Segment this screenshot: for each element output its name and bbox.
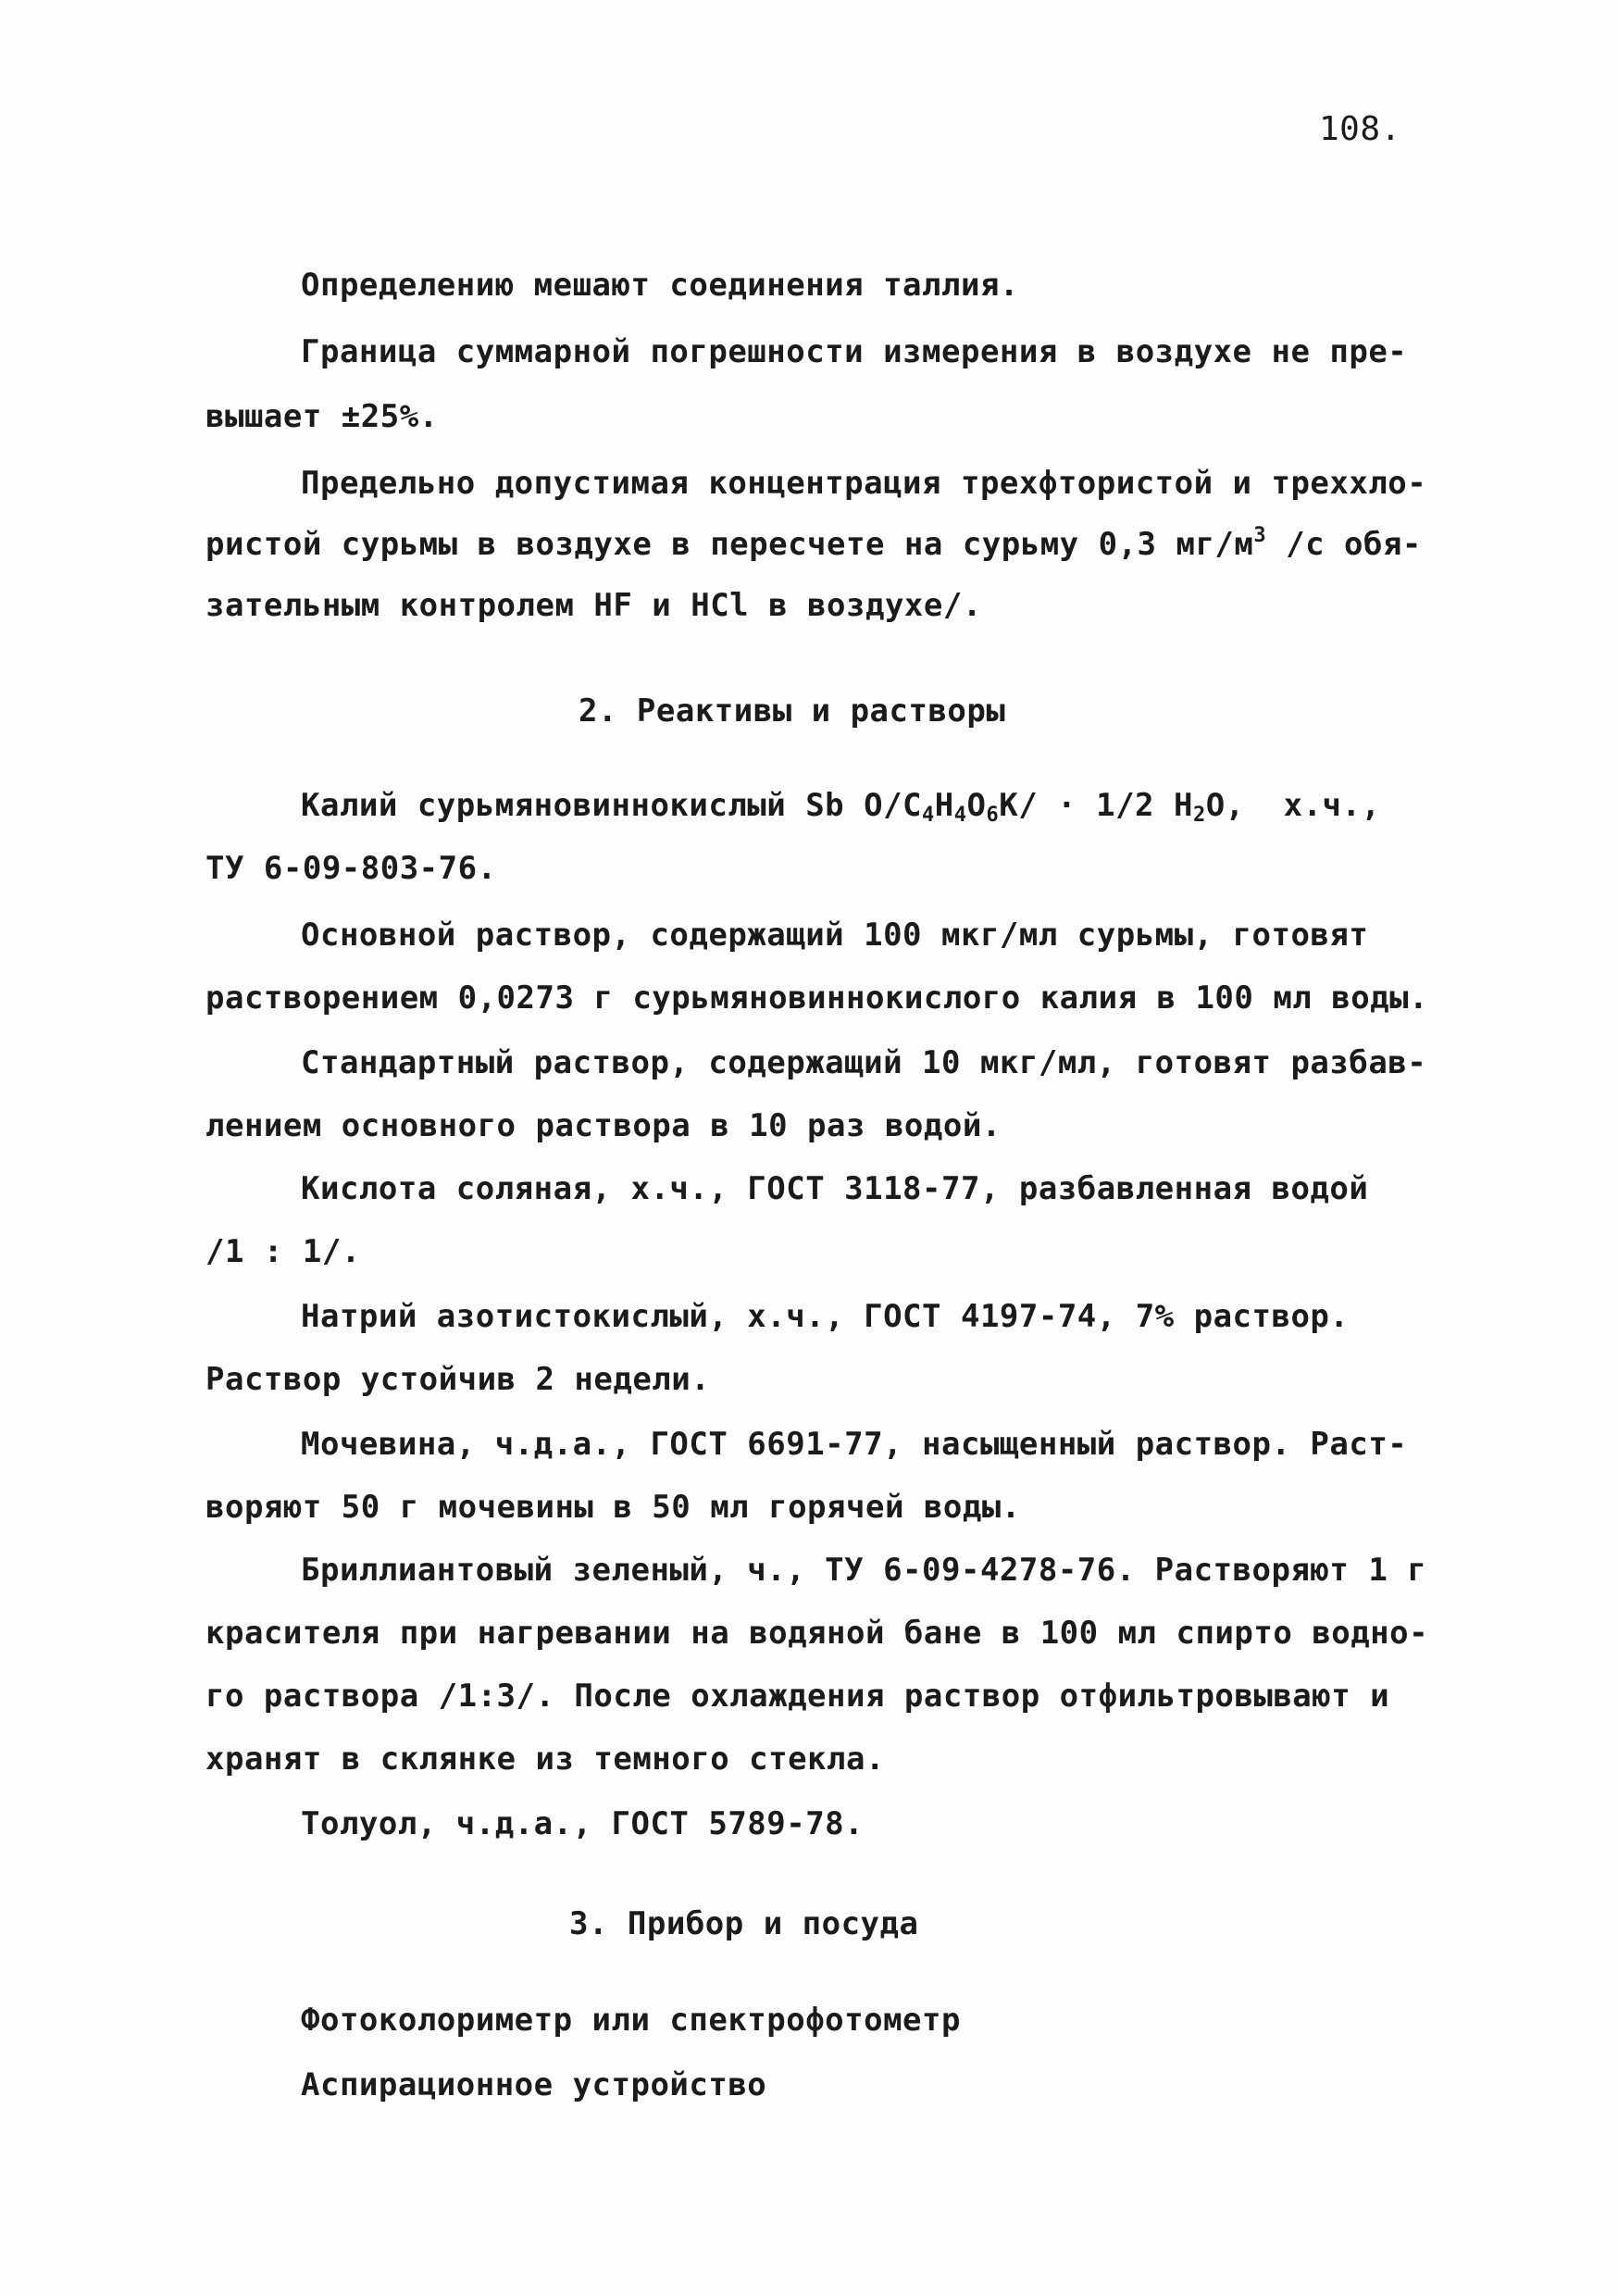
- text-span: K/ · 1/2 H: [999, 787, 1193, 824]
- text-span: H: [934, 787, 954, 824]
- paragraph-line: Натрий азотистокислый, х.ч., ГОСТ 4197-74, 7% раствор.: [301, 1298, 1350, 1335]
- paragraph-line: Определению мешают соединения таллия.: [301, 267, 1019, 304]
- paragraph-line: Предельно допустимая концентрация трехфтористой и треххло-: [301, 465, 1427, 502]
- paragraph-line: Основной раствор, содержащий 100 мкг/мл сурьмы, готовят: [301, 917, 1369, 954]
- paragraph-line: Толуол, ч.д.а., ГОСТ 5789-78.: [301, 1805, 865, 1842]
- subscript: 2: [1192, 804, 1206, 827]
- paragraph-line: Бриллиантовый зеленый, ч., ТУ 6-09-4278-76. Растворяют 1 г: [301, 1552, 1427, 1589]
- list-item: Аспирационное устройство: [301, 2066, 767, 2103]
- text-span: O, х.ч.,: [1205, 787, 1381, 824]
- paragraph-line: Раствор устойчив 2 недели.: [205, 1361, 711, 1398]
- paragraph-line: /1 : 1/.: [205, 1233, 361, 1270]
- paragraph-line: красителя при нагревании на водяной бане в 100 мл спирто водно-: [205, 1615, 1429, 1652]
- section-heading: 2. Реактивы и растворы: [579, 693, 1006, 730]
- text-span: O: [966, 787, 987, 824]
- paragraph-line: хранят в склянке из темного стекла.: [205, 1741, 885, 1778]
- superscript: 3: [1253, 524, 1267, 547]
- paragraph-line: растворением 0,0273 г сурьмяновиннокислого калия в 100 мл воды.: [205, 980, 1429, 1017]
- section-heading: 3. Прибор и посуда: [569, 1905, 919, 1942]
- paragraph-line: го раствора /1:3/. После охлаждения раствор отфильтровывают и: [205, 1678, 1390, 1715]
- text-span: Калий сурьмяновиннокислый Sb O/C: [301, 787, 923, 824]
- paragraph-line: лением основного раствора в 10 раз водой.: [205, 1107, 1002, 1144]
- text-span: /с обя-: [1266, 526, 1422, 563]
- paragraph-line: зательным контролем HF и HCl в воздухе/.: [205, 587, 982, 624]
- page-number: 108.: [1319, 110, 1401, 148]
- paragraph-line: Граница суммарной погрешности измерения в воздухе не пре-: [301, 333, 1408, 370]
- subscript: 6: [986, 804, 1000, 827]
- subscript: 4: [922, 804, 935, 827]
- text-span: ристой сурьмы в воздухе в пересчете на сурьму 0,3 мг/м: [205, 526, 1254, 563]
- paragraph-line: вышает ±25%.: [205, 398, 439, 435]
- paragraph-line: воряют 50 г мочевины в 50 мл горячей воды.: [205, 1489, 1021, 1526]
- paragraph-line: Кислота соляная, х.ч., ГОСТ 3118-77, разбавленная водой: [301, 1170, 1369, 1207]
- paragraph-line: Стандартный раствор, содержащий 10 мкг/мл, готовят разбав-: [301, 1044, 1427, 1081]
- paragraph-line: [205, 526, 1422, 563]
- paragraph-line: Мочевина, ч.д.а., ГОСТ 6691-77, насыщенный раствор. Раст-: [301, 1426, 1408, 1463]
- list-item: Фотоколориметр или спектрофотометр: [301, 2002, 961, 2039]
- paragraph-line: [301, 787, 1381, 827]
- subscript: 4: [953, 804, 967, 827]
- paragraph-line: ТУ 6-09-803-76.: [205, 850, 497, 887]
